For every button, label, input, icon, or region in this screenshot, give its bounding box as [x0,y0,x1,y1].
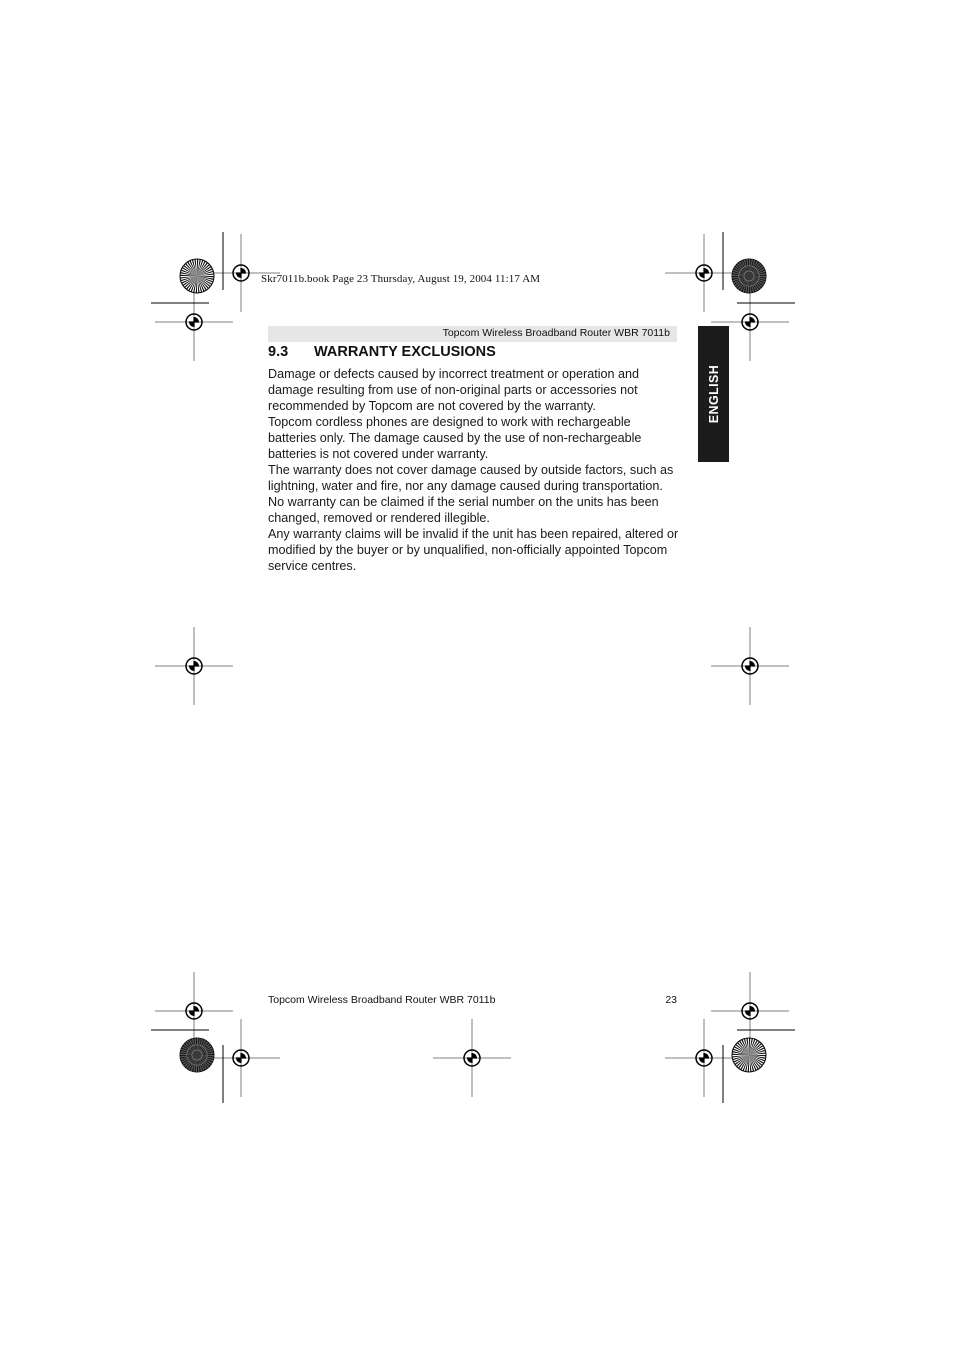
language-tab-label: ENGLISH [706,364,721,424]
registration-crosshair-icon [433,1019,511,1097]
running-head-title: Topcom Wireless Broadband Router WBR 7011b [442,327,670,339]
paragraph: Damage or defects caused by incorrect treatment or operation and damage resulting from use of non-original parts or accessories not recommended by Topcom are not covered by the warranty. [268,367,640,413]
section-heading [268,344,496,360]
warranty-body [268,366,680,574]
footer-title: Topcom Wireless Broadband Router WBR 7011b [268,994,496,1006]
registration-starburst-icon [180,259,214,293]
section-title: WARRANTY EXCLUSIONS [314,344,496,360]
paragraph: No warranty can be claimed if the serial number on the units has been changed, removed or rendered illegible. [268,495,659,525]
registration-crosshair-icon [665,234,743,312]
registration-starburst-icon [732,1038,766,1072]
paragraph: Any warranty claims will be invalid if the unit has been repaired, altered or modified by the buyer or by unqualified, non-officially appointed Topcom service centres. [268,527,679,573]
running-head-bar [268,326,677,342]
registration-crosshair-icon [665,1019,743,1097]
registration-crosshair-icon [711,627,789,705]
registration-crosshair-icon [155,283,233,361]
paragraph: The warranty does not cover damage caused by outside factors, such as lightning, water and fire, nor any damage caused during transportation. [268,463,674,493]
page-number: 23 [665,994,677,1006]
section-number: 9.3 [268,344,289,360]
registration-starburst-icon [180,1038,214,1072]
registration-crosshair-icon [155,627,233,705]
language-tab [698,326,729,462]
registration-starburst-icon [732,259,766,293]
print-slug-line: Skr7011b.book Page 23 Thursday, August 19, 2004 11:17 AM [261,273,541,285]
paragraph: Topcom cordless phones are designed to work with rechargeable batteries only. The damage caused by the use of non-rechargeable batteries is not covered under warranty. [268,415,642,461]
